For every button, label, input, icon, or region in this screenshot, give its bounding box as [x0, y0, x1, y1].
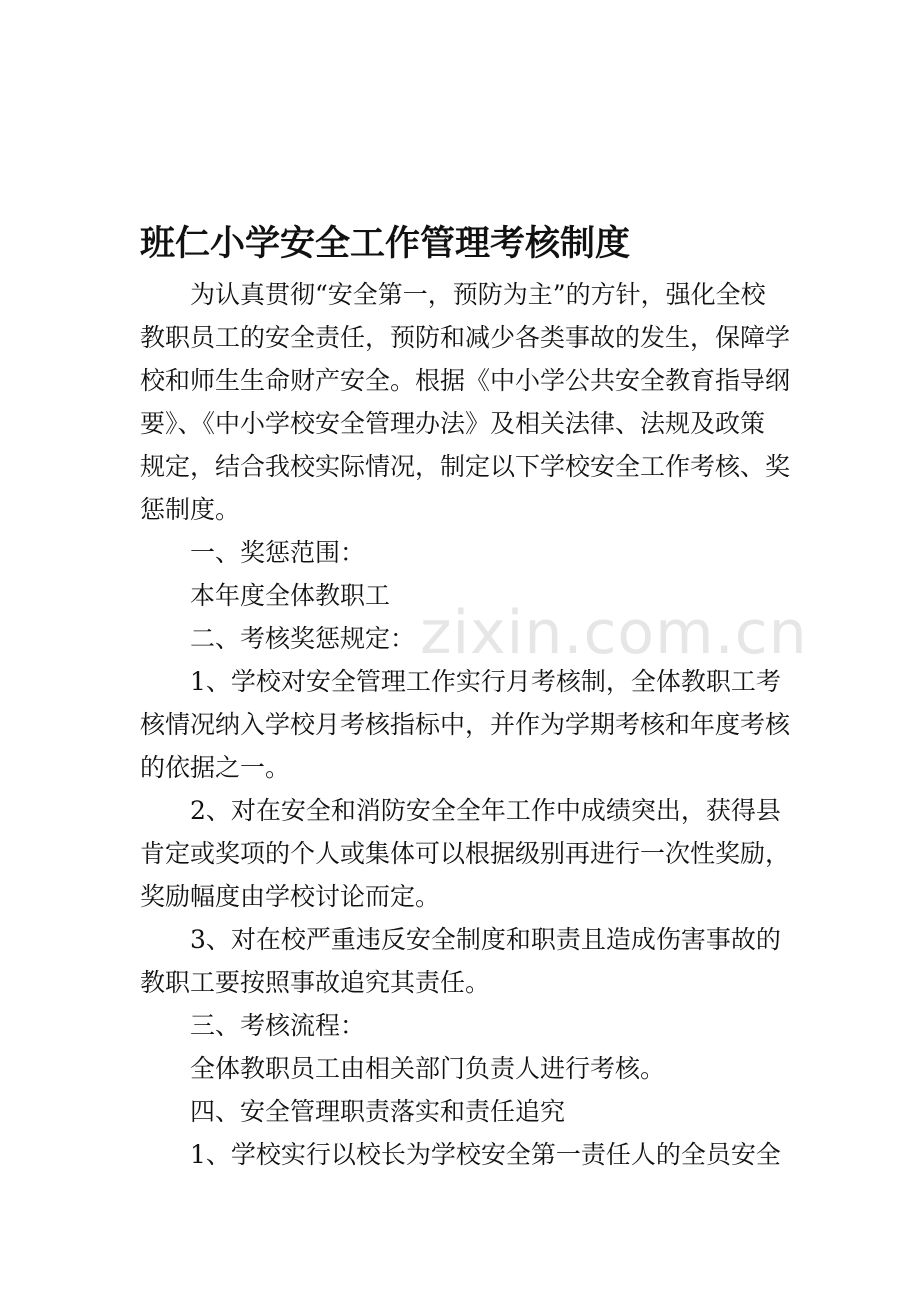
paragraph-line: 肯定或奖项的个人或集体可以根据级别再进行一次性奖励，: [140, 839, 791, 868]
section-heading: 二、考核奖惩规定：: [190, 624, 416, 653]
section-heading: 三、考核流程：: [190, 1011, 366, 1040]
paragraph-line: 规定，结合我校实际情况，制定以下学校安全工作考核、奖: [140, 452, 791, 481]
paragraph-line: 惩制度。: [140, 495, 241, 524]
paragraph-line: 奖励幅度由学校讨论而定。: [140, 882, 441, 911]
paragraph-line: 核情况纳入学校月考核指标中，并作为学期考核和年度考核: [140, 710, 791, 739]
paragraph-line: 教职员工的安全责任，预防和减少各类事故的发生，保障学: [140, 323, 791, 352]
document-body: [140, 273, 791, 1176]
paragraph-line: 2、对在安全和消防安全全年工作中成绩突出，获得县: [190, 796, 781, 825]
paragraph-line: 3、对在校严重违反安全制度和职责且造成伤害事故的: [190, 925, 781, 954]
paragraph-line: 1、学校对安全管理工作实行月考核制，全体教职工考: [190, 667, 781, 696]
section-heading: 一、奖惩范围：: [190, 538, 366, 567]
document-title: 班仁小学安全工作管理考核制度: [140, 224, 631, 264]
paragraph-line: 本年度全体教职工: [190, 581, 391, 610]
watermark: zixin.com.cn: [420, 598, 808, 668]
paragraph-line: 的依据之一。: [140, 753, 291, 782]
paragraph-line: 全体教职员工由相关部门负责人进行考核。: [190, 1054, 666, 1083]
paragraph-line: 要》、《中小学校安全管理办法》及相关法律、法规及政策: [140, 409, 766, 438]
section-heading: 四、安全管理职责落实和责任追究: [190, 1097, 566, 1126]
paragraph-line: 教职工要按照事故追究其责任。: [140, 968, 491, 997]
paragraph-line: 1、学校实行以校长为学校安全第一责任人的全员安全: [190, 1140, 781, 1169]
paragraph-line: 为认真贯彻“安全第一，预防为主”的方针，强化全校: [190, 280, 766, 309]
paragraph-line: 校和师生生命财产安全。根据《中小学公共安全教育指导纲: [140, 366, 791, 395]
